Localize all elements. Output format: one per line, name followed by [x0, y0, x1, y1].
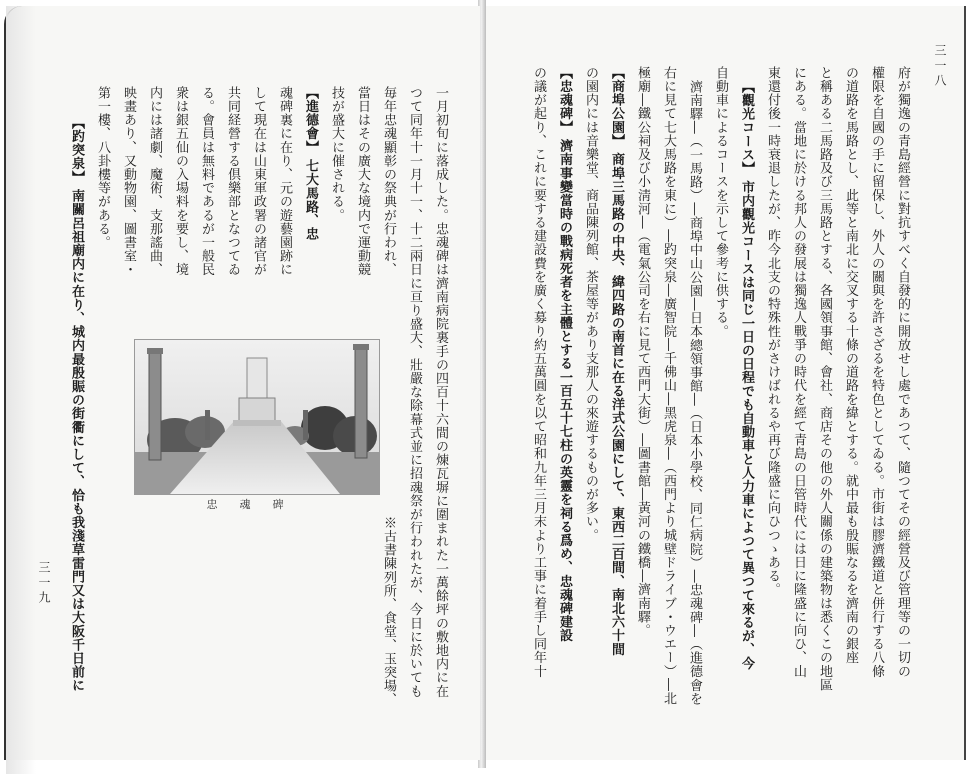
- text-column: 内には諸劇、魔術、支那謠曲、: [147, 86, 162, 277]
- text-column: 毎年忠魂顯彰の祭典が行われ、: [381, 86, 396, 277]
- text-column: 右に見て七大馬路を東に）―趵突泉―廣智院―千佛山―黑虎泉―（西門より城壁ドライブ・ウエー）―北: [661, 66, 676, 706]
- photo-caption: 忠魂碑: [206, 498, 306, 511]
- text-column: の園内には音樂堂、商品陳列館、茶屋等があり支那人の來遊するものが多い。: [583, 66, 598, 542]
- memorial-photo: [134, 339, 380, 495]
- section-heading-shofu-park: 【商埠公園】 商埠三馬路の中央、緯四路の南首に在る洋式公園にして、東西二百間、南北六十間: [609, 66, 624, 656]
- text-column: 技が盛大に催される。: [329, 86, 344, 222]
- text-column: 映畫あり、又動物園、圖書室・: [121, 86, 136, 277]
- section-heading-shintokukai: 【進德會】 七大馬路、忠: [303, 86, 318, 241]
- memorial-photo-image: [135, 340, 379, 494]
- text-column: 一月初旬に落成した。忠魂碑は濟南病院裏手の四百十六間の煉瓦塀に圍まれた一萬餘坪の敷地内に在: [433, 86, 448, 698]
- text-column: にある。當地に於ける邦人の發展は獨逸人戰爭の時代を經て青島の日管時代には日に隆盛に向ひ、山: [791, 66, 806, 678]
- text-column: ※古書陳列所、食堂、玉突場、: [381, 516, 396, 707]
- text-column: 當日はその廣大な境内で運動競: [355, 86, 370, 277]
- left-page: [4, 6, 480, 760]
- text-column: 自動車によるコースを示して參考に供する。: [713, 66, 728, 338]
- text-column: 濟南驛―（一馬路）―商埠中山公園―日本總領事館―（日本小學校、同仁病院）―忠魂碑―（進德會を: [687, 80, 702, 706]
- text-column: 魂碑裏に在り、元の遊藝園跡に: [277, 86, 292, 277]
- text-column: 第一樓、八卦樓等がある。: [95, 86, 110, 250]
- page-number: 三一八: [933, 44, 947, 89]
- text-column: 東還付後一時衰退したが、昨今北支の特殊性がさけばれるや再び隆盛に向ひつゝある。: [765, 66, 780, 597]
- text-column: して現在は山東軍政署の諸官が: [251, 86, 266, 277]
- text-column: 衆は銀五仙の入場料を要し、境: [173, 86, 188, 277]
- section-heading-kanko-course: 【觀光コース】 市内觀光コースは同じ一日の日程でも自動車と人力車によつて異つて來るが、今: [739, 80, 754, 670]
- right-page: [486, 6, 966, 760]
- page-curl-shadow: [6, 6, 36, 774]
- page-number: 三一九: [37, 561, 51, 606]
- text-column: の議が起り、これに要する建設費を廣く募り約五萬圓を以て昭和九年三月末より工事に着手し同年十: [531, 66, 546, 678]
- text-column: の道路を馬路とし、此等と南北に交叉する十條の道路を緯とする。就中最も殷賑なるを濟南の銀座: [843, 66, 858, 665]
- section-heading-chukonhi: 【忠魂碑】 濟南事變當時の戰病死者を主體とする一百五十七柱の英靈を祠る爲め、忠魂碑建設: [557, 66, 572, 643]
- text-column: 府が獨逸の青島經營に對抗すべく自發的に開放せし處であつて、隨つてその經營及び管理等の一切の: [895, 66, 910, 678]
- text-column: る。會員は無料であるが一般民: [199, 86, 214, 277]
- text-column: つて同年十一月十一、十二兩日に亘り盛大、壯嚴な除幕式並に招魂祭が行われたが、今日に於いても: [407, 86, 422, 698]
- text-column: 共同経營する倶樂部となつてゐ: [225, 86, 240, 277]
- text-column: 權限を自國の手に留保し、外人の關與を許さざるを特色としてゐる。市街は膠濟鐵道と併行する八條: [869, 66, 884, 678]
- text-column: 極廟―鐵公祠及び小淸河―（電氣公司を右に見て西門大街）―圖書館―黃河の鐵橋―濟南驛。: [635, 66, 650, 638]
- text-column: と稱ある二馬路及び三馬路とする、各國領事館、會社、商店その他の外人關係の建築物は悉くこの地區: [817, 66, 832, 692]
- section-heading-hototsusen: 【趵突泉】 南關呂祖廟内に在り、城内最殷賑の街衢にして、恰も我淺草雷門又は大阪千日前に: [69, 116, 84, 693]
